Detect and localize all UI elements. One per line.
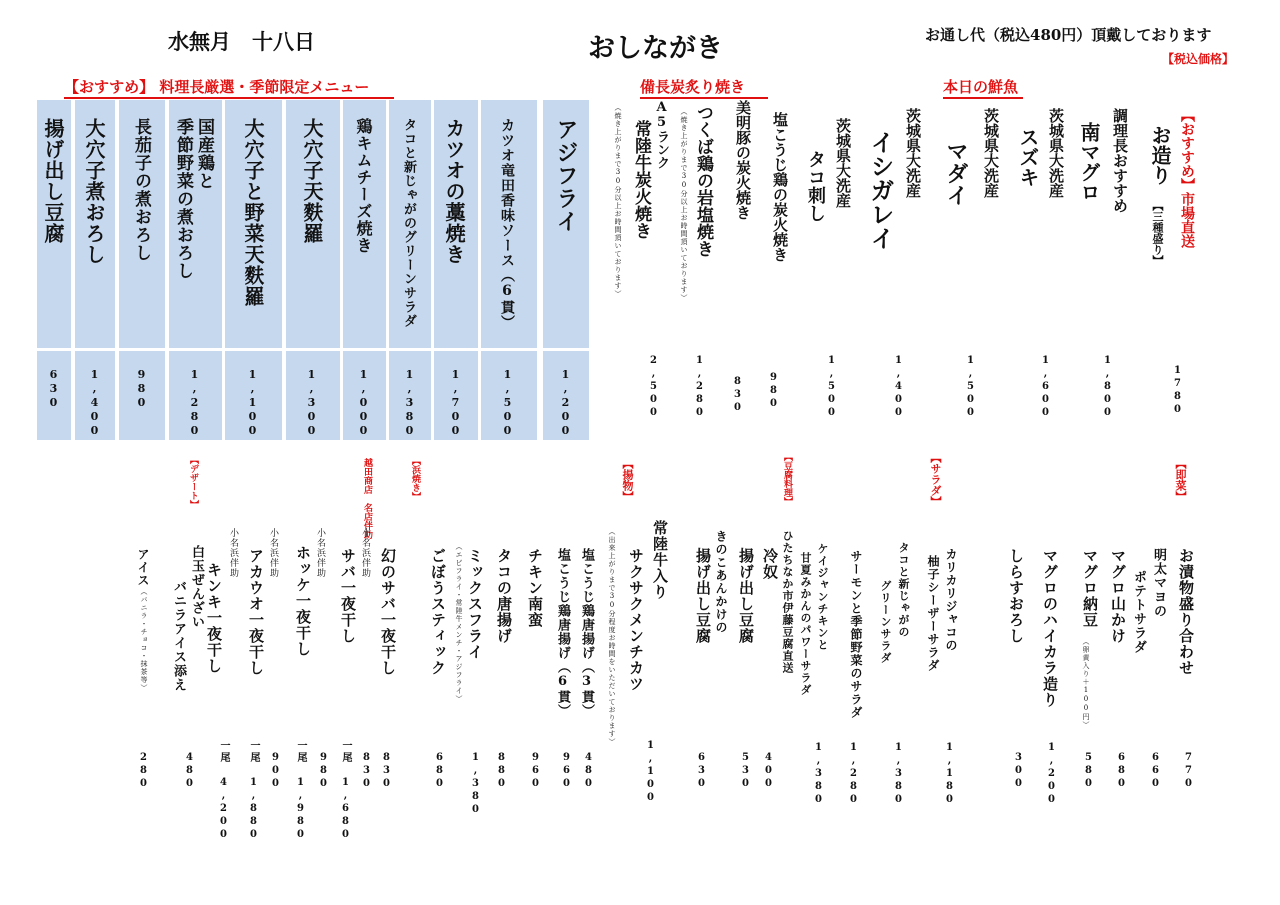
recommend-item-anago-tempura xyxy=(286,100,340,440)
agemono-tag: 【揚物】 xyxy=(621,458,634,502)
tako-price: 1,500 xyxy=(826,355,837,420)
maguro-price: 1,800 xyxy=(1102,355,1113,420)
maguro-name: 南マグロ xyxy=(1077,122,1101,202)
menu-item-price: 530 xyxy=(740,752,751,791)
tsukuba-price: 1,280 xyxy=(694,355,705,420)
item-price: 1,000 xyxy=(357,368,370,438)
menu-item-name: 冷奴 xyxy=(761,548,779,580)
menu-item-name: マグロのハイカラ造り xyxy=(1041,548,1059,708)
page-title: おしながき xyxy=(588,33,723,64)
menu-item-name: ひたちなか市伊藤豆腐直送 xyxy=(781,530,794,674)
item-name: 鶏キムチーズ焼き xyxy=(354,118,373,254)
menu-item-price: 880 xyxy=(496,752,507,791)
menu-item-note: （バニラ・チョコ・抹茶等） xyxy=(140,588,148,692)
menu-item-name: 塩こうじ鶏唐揚げ（6貫） xyxy=(555,548,570,718)
menu-item-price: 一尾 1,980 xyxy=(295,740,306,842)
item-name: 揚げ出し豆腐 xyxy=(41,118,65,244)
menu-item-price: 960 xyxy=(530,752,541,791)
menu-item-name: お漬物盛り合わせ xyxy=(1177,548,1195,676)
menu-item-name: ケイジャンチキンと xyxy=(816,543,829,651)
menu-item-name: アイス xyxy=(136,548,150,587)
menu-item-name: マグロ山かけ xyxy=(1109,548,1127,644)
menu-item-name: カリカリジャコの xyxy=(944,548,958,652)
recommend-item-anago-yasai-tempura xyxy=(225,100,282,440)
tsukuba-name: つくば鶏の岩塩焼き xyxy=(693,104,713,257)
suzuki-name: スズキ xyxy=(1016,127,1040,187)
menu-item-name: ポテトサラダ xyxy=(1131,570,1146,654)
otsukuri-sub: 【三種盛り】 xyxy=(1151,200,1164,266)
hamayaki-tag: 【浜焼き】 xyxy=(410,456,420,501)
fish-underline xyxy=(943,97,1023,99)
item-name: 長茄子の煮おろし xyxy=(131,118,151,262)
menu-item-name: サクサクメンチカツ xyxy=(627,548,645,692)
menu-item-name: バニラアイス添え xyxy=(171,580,186,692)
item-name: カツオの藁焼き xyxy=(442,118,466,265)
madai-name: マダイ xyxy=(943,140,969,206)
menu-item-price: 1,280 xyxy=(848,742,859,807)
recommend-item-ajifry xyxy=(543,100,589,440)
ishigarei-name: イシガレイ xyxy=(866,130,895,250)
hitachi-price: 2,500 xyxy=(648,355,659,420)
menu-item-name: ホッケ一夜干し xyxy=(294,545,312,657)
charcoal-underline xyxy=(640,97,768,99)
menu-item-price: 480 xyxy=(184,752,195,791)
menu-item-name: グリーンサラダ xyxy=(879,580,892,664)
recommend-item-nasu-nioroshi xyxy=(119,100,165,440)
menu-item-name: 常陸牛入り xyxy=(651,520,669,600)
menu-item-price: 580 xyxy=(1083,752,1094,791)
item-price: 980 xyxy=(135,368,148,410)
item-price: 1,100 xyxy=(246,368,259,438)
item-name: アジフライ xyxy=(553,118,579,233)
menu-item-name: きのこあんかけの xyxy=(714,530,728,634)
item-name: タコと新じゃがのグリーンサラダ xyxy=(401,118,416,328)
menu-item-price: 1,380 xyxy=(813,742,824,807)
menu-item-price: 1,200 xyxy=(1046,742,1057,807)
menu-item-name: 柚子シーザーサラダ xyxy=(926,555,940,672)
menu-item-name: 幻のサバ一夜干し xyxy=(379,548,397,676)
recommend-underline xyxy=(64,97,394,99)
menu-item-note: （卵黄入り＋100円） xyxy=(1082,638,1090,729)
menu-item-name: しらすおろし xyxy=(1007,548,1025,644)
menu-item-price: 830 xyxy=(361,752,372,791)
shio-kouji-price: 980 xyxy=(768,372,779,411)
menu-item-price: 830 xyxy=(381,752,392,791)
ishigarei-origin: 茨城県大洗産 xyxy=(904,108,922,198)
item-price: 1,200 xyxy=(559,368,572,438)
ishigarei-price: 1,400 xyxy=(893,355,904,420)
hitachi-rank: A5ランク xyxy=(654,100,669,169)
otsukuri-tag: 【おすすめ】市場直送 xyxy=(1179,108,1195,248)
menu-item-pre: 小名浜伴助 xyxy=(228,528,238,578)
fish-heading: 本日の鮮魚 xyxy=(943,78,1019,96)
item-price: 1,700 xyxy=(449,368,462,438)
item-price: 630 xyxy=(47,368,60,410)
dessert-tag: 【デザート】 xyxy=(188,455,198,509)
menu-item-price: 960 xyxy=(561,752,572,791)
maguro-origin: 調理長おすすめ xyxy=(1111,108,1129,213)
recommend-item-agedashi xyxy=(37,100,71,440)
salad-tag: 【サラダ】 xyxy=(929,452,942,507)
menu-item-name: タコと新じゃがの xyxy=(897,542,910,638)
menu-item-name: 白玉ぜんざい xyxy=(189,545,204,629)
menu-item-price: 280 xyxy=(138,752,149,791)
otsukuri-price: 1780 xyxy=(1172,365,1183,417)
biminton-name: 美明豚の炭火焼き xyxy=(734,100,752,220)
menu-item-price: 1,180 xyxy=(944,742,955,807)
menu-item-price: 680 xyxy=(1116,752,1127,791)
menu-item-name: タコの唐揚げ xyxy=(495,548,513,644)
item-name: 大穴子天麩羅 xyxy=(300,118,324,244)
menu-item-price: 1,380 xyxy=(470,752,481,817)
menu-item-price: 900 xyxy=(270,752,281,791)
menu-item-name: ミックスフライ xyxy=(466,548,484,660)
item-name-line2: 季節野菜の煮おろし xyxy=(173,118,193,280)
menu-item-pre: 小名浜伴助 xyxy=(360,528,370,578)
recommend-item-katsuo-tatsuta xyxy=(481,100,537,440)
menu-item-pre: 小名浜伴助 xyxy=(268,528,278,578)
menu-item-price: 980 xyxy=(318,752,329,791)
tofu-tag: 【豆腐料理】 xyxy=(782,452,792,506)
otsukuri-name: お造り xyxy=(1148,125,1172,185)
menu-item-name: 揚げ出し豆腐 xyxy=(737,548,755,644)
item-name: 大穴子と野菜天麩羅 xyxy=(241,118,265,307)
madai-origin: 茨城県大洗産 xyxy=(982,108,1000,198)
menu-item-name: 明太マヨの xyxy=(1151,548,1166,618)
item-name: カツオ竜田香味ソース（6貫） xyxy=(499,118,515,330)
menu-item-price: 660 xyxy=(1150,752,1161,791)
menu-item-price: 400 xyxy=(763,752,774,791)
biminton-price: 830 xyxy=(732,376,743,415)
menu-item-note: （出来上がりまで30分程度お時間をいただいております） xyxy=(608,528,616,746)
menu-item-name: キンキ一夜干し xyxy=(205,562,223,674)
menu-item-price: 一尾 1,880 xyxy=(248,740,259,842)
menu-item-name: 塩こうじ鶏唐揚げ（3貫） xyxy=(579,548,594,718)
menu-item-price: 1,380 xyxy=(893,742,904,807)
meiten-tag: 越田商店 名店伴助 xyxy=(362,458,372,539)
item-price: 1,380 xyxy=(403,368,416,438)
menu-item-name: 揚げ出し豆腐 xyxy=(694,548,712,644)
menu-item-price: 680 xyxy=(434,752,445,791)
recommend-item-anago-nioroshi xyxy=(75,100,115,440)
shio-kouji-name: 塩こうじ鶏の炭火焼き xyxy=(771,112,789,262)
menu-item-name: サーモンと季節野菜のサラダ xyxy=(849,550,863,719)
suzuki-origin: 茨城県大洗産 xyxy=(1047,108,1065,198)
menu-item-price: 300 xyxy=(1013,752,1024,791)
recommend-item-katsuo-warayaki xyxy=(434,100,478,440)
charcoal-heading: 備長炭炙り焼き xyxy=(640,78,746,96)
menu-item-name: マグロ納豆 xyxy=(1081,548,1099,628)
menu-item-note: （エビフライ・常陸牛メンチ・アジフライ） xyxy=(455,543,463,703)
menu-item-pre: 小名浜伴助 xyxy=(315,528,325,578)
date-label: 水無月 十八日 xyxy=(168,29,315,54)
menu-item-price: 770 xyxy=(1183,752,1194,791)
tako-origin: 茨城県大洗産 xyxy=(834,118,852,208)
hitachi-note: （焼き上がりまで30分以上お時間頂いております） xyxy=(614,104,622,298)
menu-item-name: アカウオ一夜干し xyxy=(247,548,265,676)
item-price: 1,500 xyxy=(501,368,514,438)
menu-item-name: サバ一夜干し xyxy=(339,548,357,644)
tax-note: 【税込価格】 xyxy=(1162,52,1235,66)
menu-item-price: 一尾 4,200 xyxy=(218,740,229,842)
tsukuba-note: （焼き上がりまで30分以上お時間頂いております） xyxy=(680,108,688,302)
recommend-item-tako-salad xyxy=(389,100,431,440)
recommend-item-tori-kimchi xyxy=(343,100,386,440)
madai-price: 1,500 xyxy=(965,355,976,420)
menu-item-name: ごぼうスティック xyxy=(429,548,447,676)
otoshi-notice: お通し代（税込480円）頂戴しております xyxy=(925,26,1212,44)
recommend-item-tori-nioroshi xyxy=(169,100,222,440)
item-name: 大穴子煮おろし xyxy=(82,118,106,265)
item-price: 1,280 xyxy=(188,368,201,438)
menu-item-name: チキン南蛮 xyxy=(526,548,544,628)
recommend-heading: 【おすすめ】 料理長厳選・季節限定メニュー xyxy=(64,78,370,96)
item-price: 1,300 xyxy=(305,368,318,438)
tako-name: タコ刺し xyxy=(805,150,826,222)
menu-item-price: 一尾 1,680 xyxy=(340,740,351,842)
menu-item-price: 630 xyxy=(696,752,707,791)
menu-item-price: 480 xyxy=(583,752,594,791)
menu-item-name: 甘夏みかんのパワーサラダ xyxy=(799,552,812,696)
sokusai-tag: 【即菜】 xyxy=(1174,458,1187,502)
item-price: 1,400 xyxy=(88,368,101,438)
hitachi-name: 常陸牛炭火焼き xyxy=(631,120,651,239)
suzuki-price: 1,600 xyxy=(1040,355,1051,420)
menu-item-price: 1,100 xyxy=(645,740,656,805)
item-name-line1: 国産鶏と xyxy=(194,118,214,190)
